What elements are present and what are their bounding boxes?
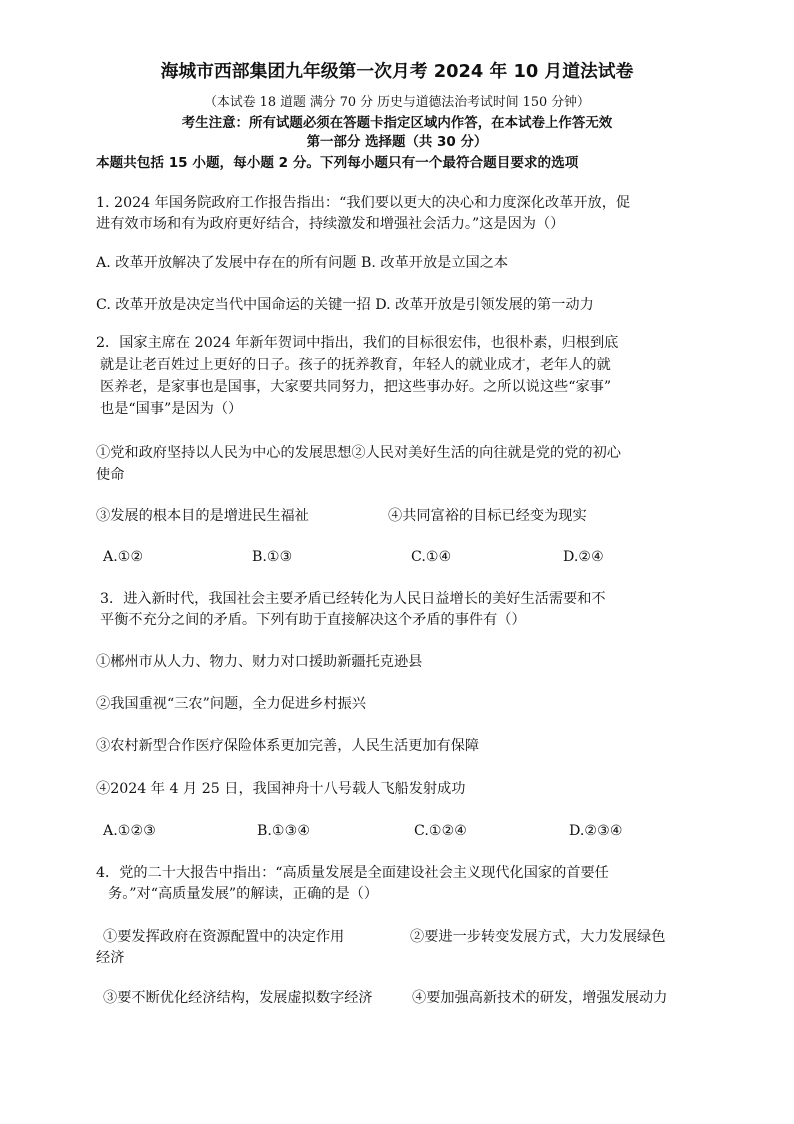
q2-stem-line2: 就是让老百姓过上更好的日子。孩子的抚养教育，年轻人的就业成才，老年人的就 (100, 357, 611, 373)
q2-option-c: C.①④ (411, 549, 452, 565)
q3-option-d: D.②③④ (569, 823, 623, 839)
q3-stem-line2: 平衡不充分之间的矛盾。下列有助于直接解决这个矛盾的事件有（） (100, 612, 526, 628)
q4-item2-line1: ②要进一步转变发展方式，大力发展绿色 (410, 929, 666, 945)
exam-title: 海城市西部集团九年级第一次月考 2024 年 10 月道法试卷 (160, 61, 634, 82)
q3-stem-line1: 3．进入新时代，我国社会主要矛盾已经转化为人民日益增长的美好生活需要和不 (100, 591, 606, 607)
q4-item4: ④要加强高新技术的研发，增强发展动力 (412, 990, 668, 1006)
q3-item1: ①郴州市从人力、物力、财力对口援助新疆托克逊县 (96, 654, 423, 670)
q4-item2-line2: 经济 (96, 950, 125, 966)
q2-item4: ④共同富裕的目标已经变为现实 (388, 508, 587, 524)
q3-option-c: C.①②④ (414, 823, 468, 839)
q3-item3: ③农村新型合作医疗保险体系更加完善，人民生活更加有保障 (96, 738, 480, 754)
q2-items-line2: 使命 (96, 467, 125, 483)
part-title: 第一部分 选择题（共 30 分） (306, 135, 488, 150)
q2-stem-line4: 也是“国事”是因为（） (100, 401, 243, 417)
q3-item2: ②我国重视“三农”问题，全力促进乡村振兴 (96, 696, 366, 712)
section-instruction: 本题共包括 15 小题，每小题 2 分。下列每小题只有一个最符合题目要求的选项 (96, 155, 579, 171)
q2-stem-line3: 医养老，是家事也是国事，大家要共同努力，把这些事办好。之所以说这些“家事” (100, 379, 612, 395)
q2-option-d: D.②④ (563, 549, 604, 565)
q1-options-cd: C. 改革开放是决定当代中国命运的关键一招 D. 改革开放是引领发展的第一动力 (96, 297, 594, 313)
q3-option-b: B.①③④ (257, 823, 311, 839)
q4-stem-line1: 4．党的二十大报告中指出：“高质量发展是全面建设社会主义现代化国家的首要任 (96, 865, 609, 881)
q3-option-a: A.①②③ (103, 823, 156, 839)
exam-notice: 考生注意：所有试题必须在答题卡指定区域内作答，在本试卷上作答无效 (181, 116, 613, 131)
q4-stem-line2: 务。”对“高质量发展”的解读，正确的是（） (108, 886, 379, 902)
exam-subtitle: （本试卷 18 道题 满分 70 分 历史与道德法治考试时间 150 分钟） (204, 95, 590, 110)
q1-stem-line2: 进有效市场和有为政府更好结合，持续激发和增强社会活力。”这是因为（） (96, 216, 565, 232)
q2-option-a: A.①② (103, 549, 144, 565)
q2-items-line1: ①党和政府坚持以人民为中心的发展思想②人民对美好生活的向往就是党的党的初心 (96, 445, 621, 461)
q4-item1: ①要发挥政府在资源配置中的决定作用 (103, 929, 345, 945)
q2-item3: ③发展的根本目的是增进民生福祉 (96, 508, 309, 524)
q3-item4: ④2024 年 4 月 25 日，我国神舟十八号载人飞船发射成功 (96, 781, 466, 797)
q1-stem-line1: 1. 2024 年国务院政府工作报告指出：“我们要以更大的决心和力度深化改革开放，促 (96, 195, 631, 211)
q2-option-b: B.①③ (252, 549, 293, 565)
q1-options-ab: A. 改革开放解决了发展中存在的所有问题 B. 改革开放是立国之本 (96, 255, 509, 271)
q4-item3: ③要不断优化经济结构，发展虚拟数字经济 (103, 990, 373, 1006)
q2-stem-line1: 2．国家主席在 2024 年新年贺词中指出，我们的目标很宏伟，也很朴素，归根到底 (96, 335, 619, 351)
